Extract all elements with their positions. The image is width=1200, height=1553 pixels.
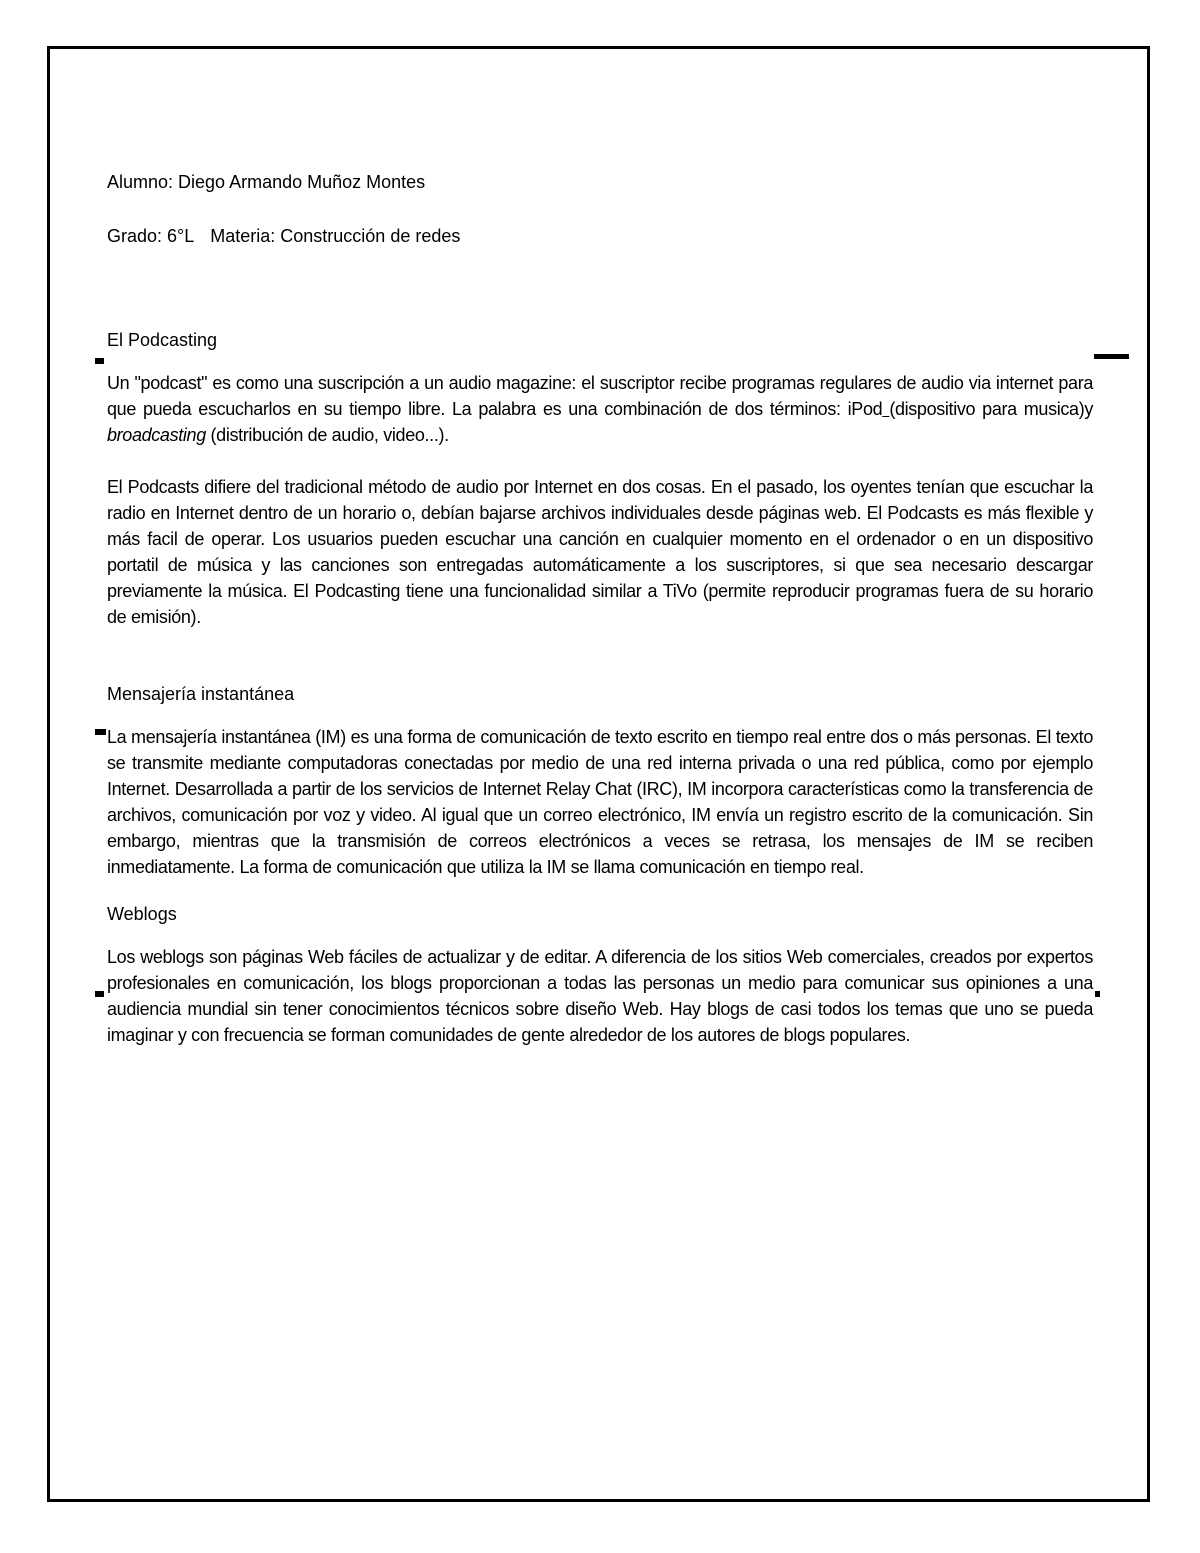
subject-text: Materia: Construcción de redes (210, 226, 461, 246)
student-line: Alumno: Diego Armando Muñoz Montes (107, 172, 426, 192)
grade-subject-line (107, 222, 1093, 250)
section-heading-podcasting: El Podcasting (107, 330, 218, 350)
heading-marker-mensajeria (95, 729, 106, 735)
grade-text: Grado: 6°L (107, 226, 195, 246)
podcasting-p1-text-a: Un "podcast" es como una suscripción a un audio magazine: el suscriptor recibe programas regulares de audio via internet para que pueda escucharlos en su tiempo libre. La palabra es una combinación de dos términos: iPod (107, 373, 1093, 419)
podcasting-p1-italic-term: broadcasting (107, 425, 206, 445)
margin-marker-right-bottom (1095, 991, 1100, 997)
heading-marker-podcasting (95, 358, 104, 364)
podcasting-paragraph-2: El Podcasts difiere del tradicional método de audio por Internet en dos cosas. En el pasado, los oyentes tenían que escuchar la radio en Internet dentro de un horario o, debían bajarse archivos individuales desde páginas web. El Podcasts es más flexible y más facil de operar. Los usuarios pueden escuchar una canción en cualquier momento en el ordenador o en un dispositivo portatil de música y las canciones son entregadas automáticamente a los suscriptores, si que sea necesario descargar previamente la música. El Podcasting tiene una funcionalidad similar a TiVo (permite reproducir programas fuera de su horario de emisión). (107, 477, 1093, 627)
document-body (107, 168, 1093, 1048)
mensajeria-paragraph: La mensajería instantánea (IM) es una forma de comunicación de texto escrito en tiempo real entre dos o más personas. El texto se transmite mediante computadoras conectadas por medio de una red interna privada o una red pública, como por ejemplo Internet. Desarrollada a partir de los servicios de Internet Relay Chat (IRC), IM incorpora características como la transferencia de archivos, comunicación por voz y video. Al igual que un correo electrónico, IM envía un registro escrito de la comunicación. Sin embargo, mientras que la transmisión de correos electrónicos a veces se retrasa, los mensajes de IM se reciben inmediatamente. La forma de comunicación que utiliza la IM se llama comunicación en tiempo real. (107, 727, 1093, 877)
margin-marker-right-top (1094, 354, 1129, 359)
heading-marker-weblogs (95, 991, 104, 997)
section-heading-mensajeria: Mensajería instantánea (107, 684, 295, 704)
podcasting-paragraph-1 (107, 370, 1093, 448)
section-heading-weblogs: Weblogs (107, 904, 177, 924)
podcasting-p1-text-b: (dispositivo para musica)y (889, 399, 1093, 419)
weblogs-paragraph: Los weblogs son páginas Web fáciles de actualizar y de editar. A diferencia de los sitios Web comerciales, creados por expertos profesionales en comunicación, los blogs proporcionan a todas las personas un medio para comunicar sus opiniones a una audiencia mundial sin tener conocimientos técnicos sobre diseño Web. Hay blogs de casi todos los temas que uno se pueda imaginar y con frecuencia se forman comunidades de gente alrededor de los autores de blogs populares. (107, 947, 1093, 1045)
podcasting-p1-text-c: (distribución de audio, video...). (205, 425, 449, 445)
